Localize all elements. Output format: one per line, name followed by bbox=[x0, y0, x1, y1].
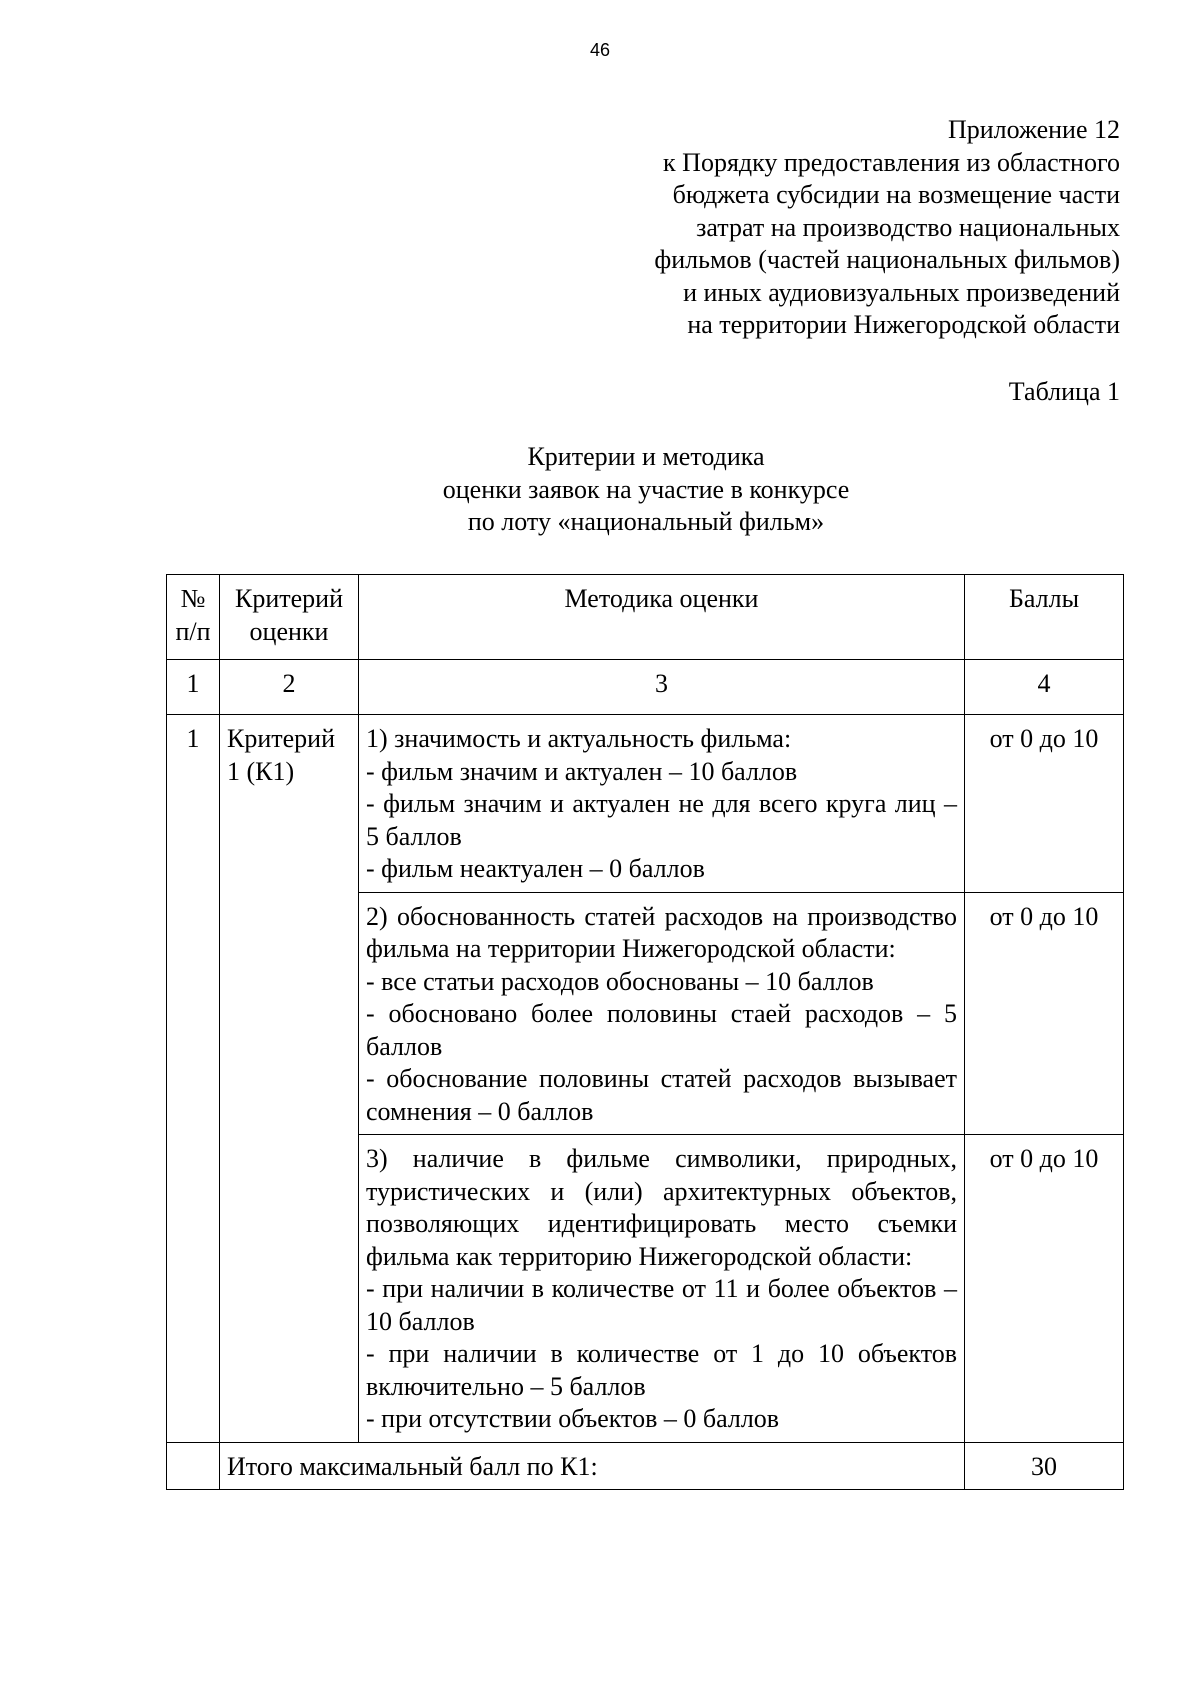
column-number: 4 bbox=[965, 660, 1124, 715]
method-line: - при отсутствии объектов – 0 баллов bbox=[366, 1404, 780, 1433]
score-range: от 0 до 10 bbox=[965, 892, 1124, 1135]
score-range: от 0 до 10 bbox=[965, 715, 1124, 893]
appendix-line: бюджета субсидии на возмещение части bbox=[672, 180, 1120, 209]
empty-cell bbox=[167, 1442, 220, 1490]
title-line: Критерии и методика bbox=[527, 442, 765, 471]
header-number: № п/п bbox=[167, 575, 220, 660]
criteria-table bbox=[166, 574, 1124, 1490]
method-line: - фильм неактуален – 0 баллов bbox=[366, 854, 705, 883]
total-row bbox=[167, 1442, 1124, 1490]
header-score: Баллы bbox=[965, 575, 1124, 660]
method-line: 2) обоснованность статей расходов на производство фильма на территории Нижегородской области: bbox=[366, 901, 957, 963]
document-title bbox=[166, 441, 1126, 539]
method-line: - фильм значим и актуален – 10 баллов bbox=[366, 756, 798, 786]
appendix-line: к Порядку предоставления из областного bbox=[663, 147, 1120, 177]
column-number: 2 bbox=[220, 660, 359, 715]
column-number: 3 bbox=[359, 660, 965, 715]
appendix-line: и иных аудиовизуальных произведений bbox=[683, 277, 1120, 307]
header-criterion: Критерий оценки bbox=[220, 575, 359, 660]
method-item-2 bbox=[359, 892, 965, 1135]
method-item-3 bbox=[359, 1135, 965, 1443]
method-line: - фильм значим и актуален не для всего круга лиц – 5 баллов bbox=[366, 789, 957, 851]
row-number: 1 bbox=[167, 715, 220, 1443]
appendix-line: затрат на производство национальных bbox=[696, 212, 1120, 242]
method-line: - все статьи расходов обоснованы – 10 баллов bbox=[366, 966, 874, 996]
table-row bbox=[167, 715, 1124, 893]
total-label: Итого максимальный балл по К1: bbox=[220, 1442, 965, 1490]
page-number: 46 bbox=[589, 40, 611, 60]
method-line: - обосновано более половины стаей расходов – 5 баллов bbox=[366, 999, 957, 1061]
total-value: 30 bbox=[965, 1442, 1124, 1490]
title-line: по лоту «национальный фильм» bbox=[467, 507, 825, 536]
method-line: - при наличии в количестве от 11 и более объектов – 10 баллов bbox=[366, 1274, 957, 1336]
method-line: - при наличии в количестве от 1 до 10 объектов включительно – 5 баллов bbox=[366, 1339, 957, 1401]
method-line: 3) наличие в фильме символики, природных, туристических и (или) архитектурных объектов, позволяющих идентифицировать место съемки фильма как территорию Нижегородской области: bbox=[366, 1144, 957, 1271]
column-number: 1 bbox=[167, 660, 220, 715]
method-item-1 bbox=[359, 715, 965, 893]
method-line: - обоснование половины статей расходов вызывает сомнения – 0 баллов bbox=[366, 1064, 957, 1126]
table-header-row bbox=[167, 575, 1124, 660]
criterion-name: Критерий 1 (К1) bbox=[220, 715, 359, 1443]
header-method: Методика оценки bbox=[359, 575, 965, 660]
appendix-header bbox=[560, 114, 1120, 342]
table-label: Таблица 1 bbox=[1008, 377, 1120, 406]
appendix-line: на территории Нижегородской области bbox=[687, 310, 1120, 339]
method-line: 1) значимость и актуальность фильма: bbox=[366, 724, 792, 753]
appendix-line: фильмов (частей национальных фильмов) bbox=[654, 245, 1120, 274]
appendix-line: Приложение 12 bbox=[947, 115, 1120, 144]
column-number-row bbox=[167, 660, 1124, 715]
title-line: оценки заявок на участие в конкурсе bbox=[442, 474, 850, 504]
score-range: от 0 до 10 bbox=[965, 1135, 1124, 1443]
